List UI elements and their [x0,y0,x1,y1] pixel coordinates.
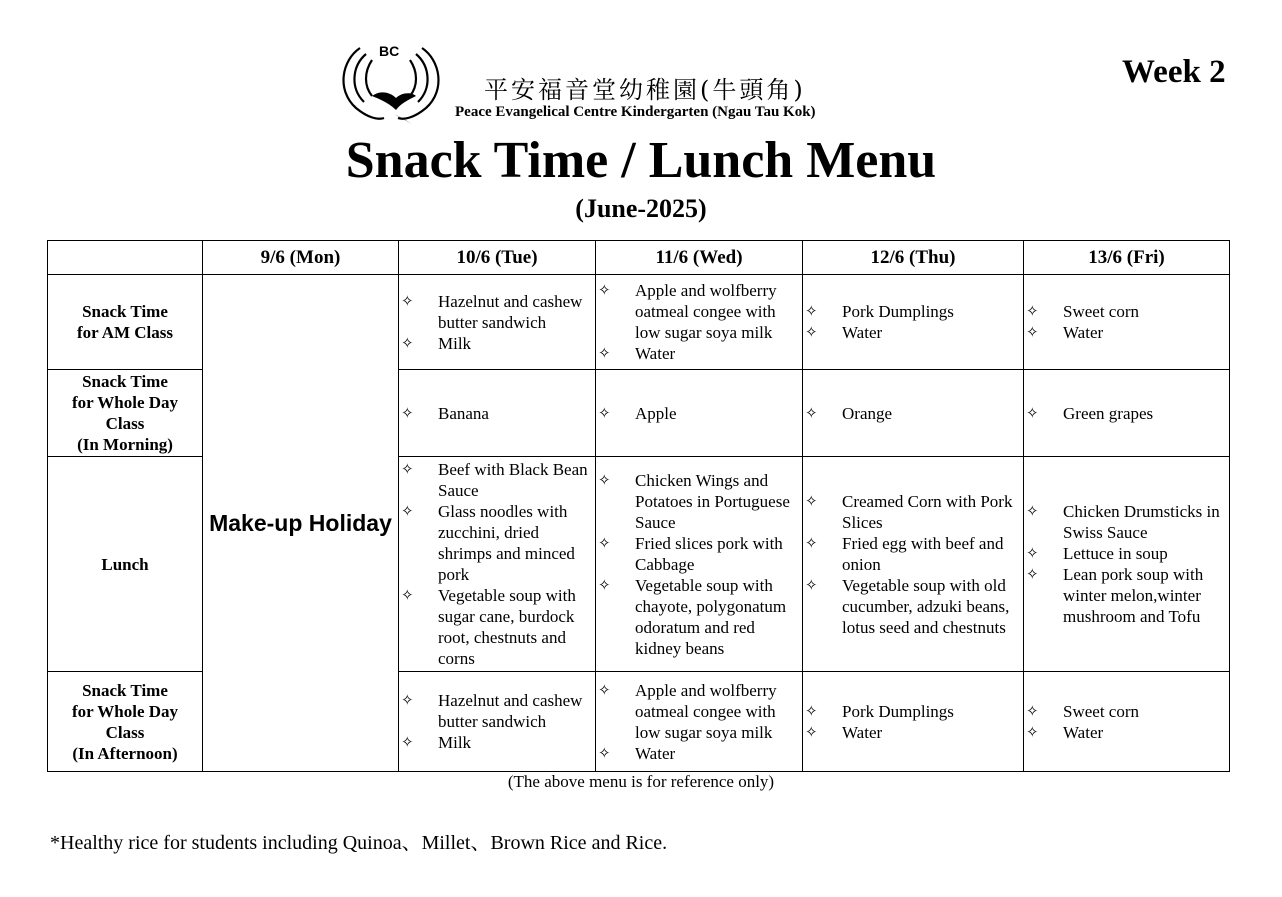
day-header: 12/6 (Thu) [803,241,1024,275]
school-name-chinese: 平安福音堂幼稚園(牛頭角) [484,76,806,104]
menu-cell [1024,275,1230,370]
menu-item [1024,701,1227,722]
page-subtitle: (June-2025) [575,194,707,223]
sparkle-bullet-icon: ✧ [598,680,611,699]
menu-item-text: Vegetable soup with old cucumber, adzuki beans, lotus seed and chestnuts [842,575,1010,637]
menu-item [803,301,1021,322]
menu-item [1024,501,1227,543]
school-logo [338,40,444,128]
sparkle-bullet-icon: ✧ [1026,722,1039,741]
menu-item-list [399,688,595,755]
sparkle-bullet-icon: ✧ [805,722,818,741]
menu-item [803,491,1021,533]
sparkle-bullet-icon: ✧ [401,691,414,709]
menu-item-text: Chicken Drumsticks in Swiss Sauce [1063,502,1220,542]
sparkle-bullet-icon: ✧ [401,733,414,751]
sparkle-bullet-icon: ✧ [401,502,414,520]
menu-item-list [803,699,1023,745]
sparkle-bullet-icon: ✧ [1026,502,1039,520]
menu-cell [1024,672,1230,772]
menu-item-text: Fried slices pork with Cabbage [635,533,783,574]
menu-item-text: Water [842,323,883,342]
menu-item-text: Water [635,743,676,763]
menu-item-text: Lettuce in soup [1063,544,1168,563]
sparkle-bullet-icon: ✧ [1026,544,1039,562]
sparkle-bullet-icon: ✧ [1026,701,1039,720]
sparkle-bullet-icon: ✧ [598,533,611,552]
menu-item-text: Apple and wolfberry oatmeal congee with low sugar soya milk [635,680,777,742]
menu-item-text: Milk [438,733,472,752]
logo-text: BC [379,43,400,59]
sparkle-bullet-icon: ✧ [401,403,414,422]
sparkle-bullet-icon: ✧ [598,743,611,762]
menu-item [596,575,800,659]
sparkle-bullet-icon: ✧ [401,460,414,478]
sparkle-bullet-icon: ✧ [805,403,818,422]
menu-cell [803,457,1024,672]
menu-row [48,275,1230,370]
meal-label: Snack Time for AM Class [48,275,203,370]
sparkle-bullet-icon: ✧ [598,344,611,362]
menu-item [399,501,593,585]
menu-item-text: Sweet corn [1063,701,1140,721]
menu-item-list [399,289,595,356]
menu-item [596,533,800,575]
menu-item [1024,564,1227,627]
menu-item [803,533,1021,575]
menu-cell [399,457,596,672]
menu-item-text: Glass noodles with zucchini, dried shrimps and minced pork [438,502,575,584]
menu-item-text: Water [842,722,883,742]
menu-item-list [1024,699,1229,745]
page-title: Snack Time / Lunch Menu [345,132,937,189]
menu-item-list [803,489,1023,640]
menu-item-list [399,457,595,671]
sparkle-bullet-icon: ✧ [401,291,414,310]
sparkle-bullet-icon: ✧ [598,470,611,489]
sparkle-bullet-icon: ✧ [805,701,818,720]
menu-item [399,291,593,333]
sparkle-bullet-icon: ✧ [401,333,414,352]
menu-item [803,722,1021,743]
healthy-rice-footnote: *Healthy rice for students including Quinoa、Millet、Brown Rice and Rice. [50,832,668,854]
menu-cell [399,275,596,370]
menu-item [803,403,1021,424]
menu-cell [399,672,596,772]
menu-table [47,240,1230,772]
menu-item-text: Creamed Corn with Pork Slices [842,491,1013,532]
week-label: Week 2 [1122,54,1226,90]
menu-item [596,403,800,424]
menu-item [803,701,1021,722]
menu-cell [1024,457,1230,672]
menu-item [1024,403,1227,424]
sparkle-bullet-icon: ✧ [1026,565,1039,583]
sparkle-bullet-icon: ✧ [805,575,818,594]
sparkle-bullet-icon: ✧ [1026,323,1039,341]
reference-note: (The above menu is for reference only) [507,772,775,791]
menu-header-row [48,241,1230,275]
meal-label: Snack Time for Whole Day Class (In Morning) [48,370,203,457]
menu-item-text: Apple and wolfberry oatmeal congee with low sugar soya milk [635,281,777,342]
menu-item-list [803,401,1023,426]
menu-item-text: Hazelnut and cashew butter sandwich [438,691,583,731]
menu-item [596,343,800,364]
menu-item [1024,722,1227,743]
menu-item-text: Hazelnut and cashew butter sandwich [438,291,583,332]
menu-item [399,403,593,424]
day-header: 9/6 (Mon) [203,241,399,275]
menu-item [1024,543,1227,564]
menu-item-list [596,468,802,661]
menu-cell [596,275,803,370]
menu-item-text: Orange [842,403,893,423]
sparkle-bullet-icon: ✧ [598,403,611,422]
menu-item-text: Apple [635,403,677,423]
menu-cell [803,370,1024,457]
menu-item-list [1024,299,1229,345]
menu-item-list [399,401,595,426]
sparkle-bullet-icon: ✧ [401,586,414,604]
menu-item-text: Pork Dumplings [842,701,954,721]
sparkle-bullet-icon: ✧ [805,533,818,552]
menu-item [399,333,593,354]
menu-item-text: Banana [438,403,489,423]
menu-item-text: Pork Dumplings [842,302,954,321]
menu-item-text: Water [1063,323,1104,342]
menu-item [596,680,800,743]
sparkle-bullet-icon: ✧ [805,323,818,341]
school-name-english: Peace Evangelical Centre Kindergarten (Ngau Tau Kok) [455,104,816,120]
menu-item-list [596,678,802,766]
dove-hands-logo-icon [338,40,444,128]
menu-item-list [1024,401,1229,426]
day-header: 13/6 (Fri) [1024,241,1230,275]
menu-item [399,459,593,501]
menu-item [399,732,593,753]
sparkle-bullet-icon: ✧ [598,281,611,299]
menu-item-text: Water [635,344,676,363]
sparkle-bullet-icon: ✧ [598,575,611,594]
meal-label: Lunch [48,457,203,672]
day-header: 11/6 (Wed) [596,241,803,275]
menu-item-text: Green grapes [1063,403,1154,423]
sparkle-bullet-icon: ✧ [805,491,818,510]
corner-header [48,241,203,275]
menu-item-list [596,401,802,426]
menu-cell [596,672,803,772]
menu-item-list [803,299,1023,345]
meal-label: Snack Time for Whole Day Class (In Afternoon) [48,672,203,772]
day-header: 10/6 (Tue) [399,241,596,275]
menu-cell [399,370,596,457]
menu-cell [803,275,1024,370]
menu-item [803,575,1021,638]
menu-item-text: Fried egg with beef and onion [842,533,1004,574]
menu-item-text: Vegetable soup with sugar cane, burdock root, chestnuts and corns [438,586,576,668]
menu-item-text: Water [1063,722,1104,742]
sparkle-bullet-icon: ✧ [805,302,818,320]
menu-item [803,322,1021,343]
sparkle-bullet-icon: ✧ [1026,302,1039,320]
menu-item [1024,322,1227,343]
menu-item-text: Milk [438,333,472,353]
menu-item-text: Lean pork soup with winter melon,winter mushroom and Tofu [1063,565,1204,626]
menu-item-text: Vegetable soup with chayote, polygonatum odoratum and red kidney beans [635,575,787,658]
menu-cell [596,457,803,672]
menu-item-list [1024,499,1229,629]
menu-item-text: Beef with Black Bean Sauce [438,460,588,500]
menu-item-list [596,278,802,366]
make-up-holiday: Make-up Holiday [203,275,399,772]
menu-cell [1024,370,1230,457]
menu-cell [596,370,803,457]
menu-cell [803,672,1024,772]
menu-item [596,743,800,764]
menu-item [1024,301,1227,322]
menu-item [399,690,593,732]
menu-item [596,470,800,533]
menu-item-text: Sweet corn [1063,302,1140,321]
menu-item-text: Chicken Wings and Potatoes in Portuguese Sauce [635,470,790,532]
menu-item [399,585,593,669]
sparkle-bullet-icon: ✧ [1026,403,1039,422]
menu-item [596,280,800,343]
